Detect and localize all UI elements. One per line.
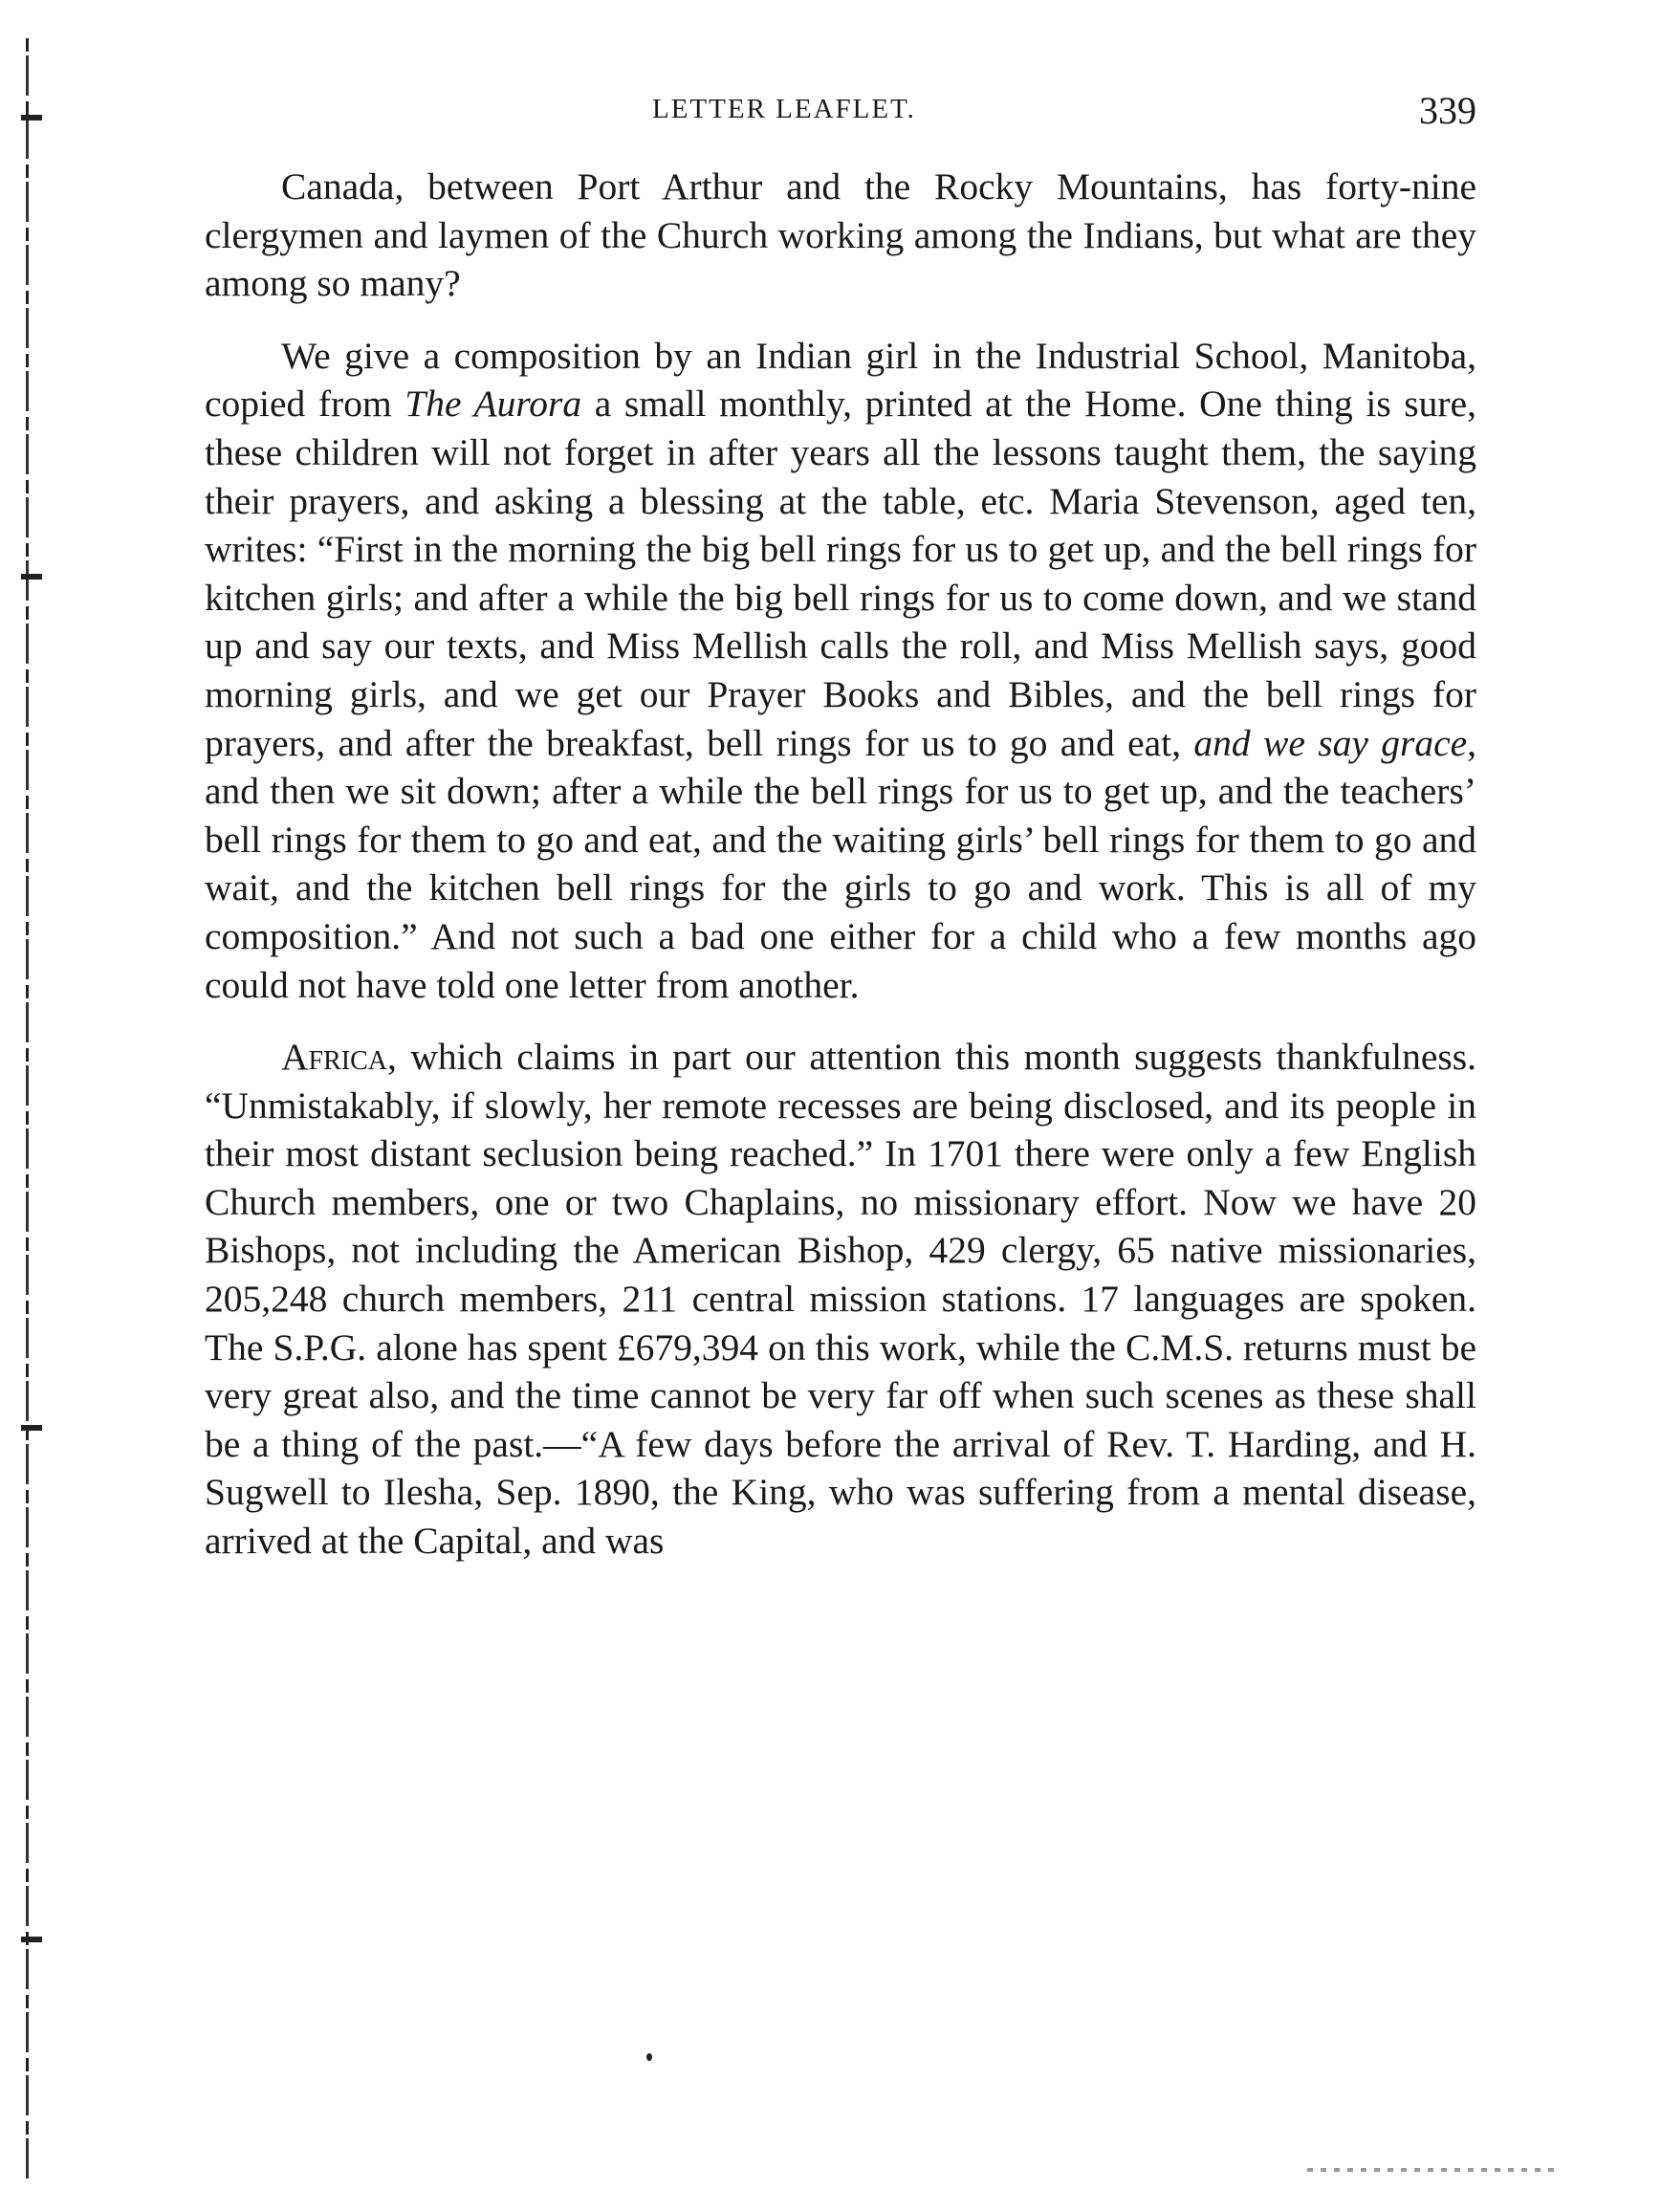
paragraph-africa <box>205 1033 1476 1566</box>
paragraph-composition <box>205 332 1476 1009</box>
scan-artifact <box>1307 2168 1556 2172</box>
binding-rule <box>26 38 29 2180</box>
paragraph-text: a small monthly, printed at the Home. One thing is sure, these children will not forget in after years all the lessons taught them, the saying their prayers, and asking a blessing at the table, etc. Maria Stevenson, aged ten, writes: “First in the morning the big bell rings for us to get up, and the bell rings for kitchen girls; and after a while the big bell rings for us to come down, and we stand up and say our texts, and Miss Mellish calls the roll, and Miss Mellish says, good morning girls, and we get our Prayer Books and Bibles, and the bell rings for prayers, and after the breakfast, bell rings for us to go and eat, <box>205 383 1476 764</box>
lead-word: Africa <box>281 1036 387 1079</box>
binding-tick <box>21 1425 42 1431</box>
publication-title: The Aurora <box>404 383 582 426</box>
page-number: 339 <box>1419 89 1476 132</box>
running-head: LETTER LEAFLET. <box>652 94 916 124</box>
paragraph-text: Canada, between Port Arthur and the Rocky Mountains, has forty-nine clergymen and laymen of the Church working among the Indians, but what are they among so many? <box>205 165 1476 305</box>
page-header <box>205 88 1476 145</box>
body-text <box>205 163 1476 1589</box>
paragraph-text: , and then we sit down; after a while the bell rings for us to get up, and the teachers’ bell rings for them to go and eat, and the waiting girls’ bell rings for them to go and wait, and the kitchen bell rings for the girls to go and work. This is all of my composition.” And not such a bad one either for a child who a few months ago could not have told one letter from another. <box>205 721 1477 1006</box>
italic-phrase: and we say grace <box>1193 721 1468 764</box>
binding-tick <box>21 1937 42 1942</box>
paragraph-text: , which claims in part our attention this month suggests thankfulness. “Unmistakably, if slowly, her remote recesses are being disclosed, and its people in their most distant seclusion being reached.” In 1701 there were only a few English Church members, one or two Chaplains, no missionary effort. Now we have 20 Bishops, not including the American Bishop, 429 clergy, 65 native missionaries, 205,248 church members, 211 central mission stations. 17 languages are spoken. The S.P.G. alone has spent £679,394 on this work, while the C.M.S. returns must be very great also, and the time cannot be very far off when such scenes as these shall be a thing of the past.—“A few days before the arrival of Rev. T. Harding, and H. Sugwell to Ilesha, Sep. 1890, the King, who was suffering from a mental disease, arrived at the Capital, and was <box>205 1036 1476 1563</box>
binding-edge-decoration <box>23 38 33 2180</box>
paragraph-canada <box>205 163 1476 308</box>
binding-tick <box>21 115 42 120</box>
binding-tick <box>21 574 42 580</box>
paragraph-text: We give a composition by an Indian girl in the Industrial School, Manitoba, copied from <box>205 334 1476 426</box>
scan-speck <box>646 2053 652 2061</box>
